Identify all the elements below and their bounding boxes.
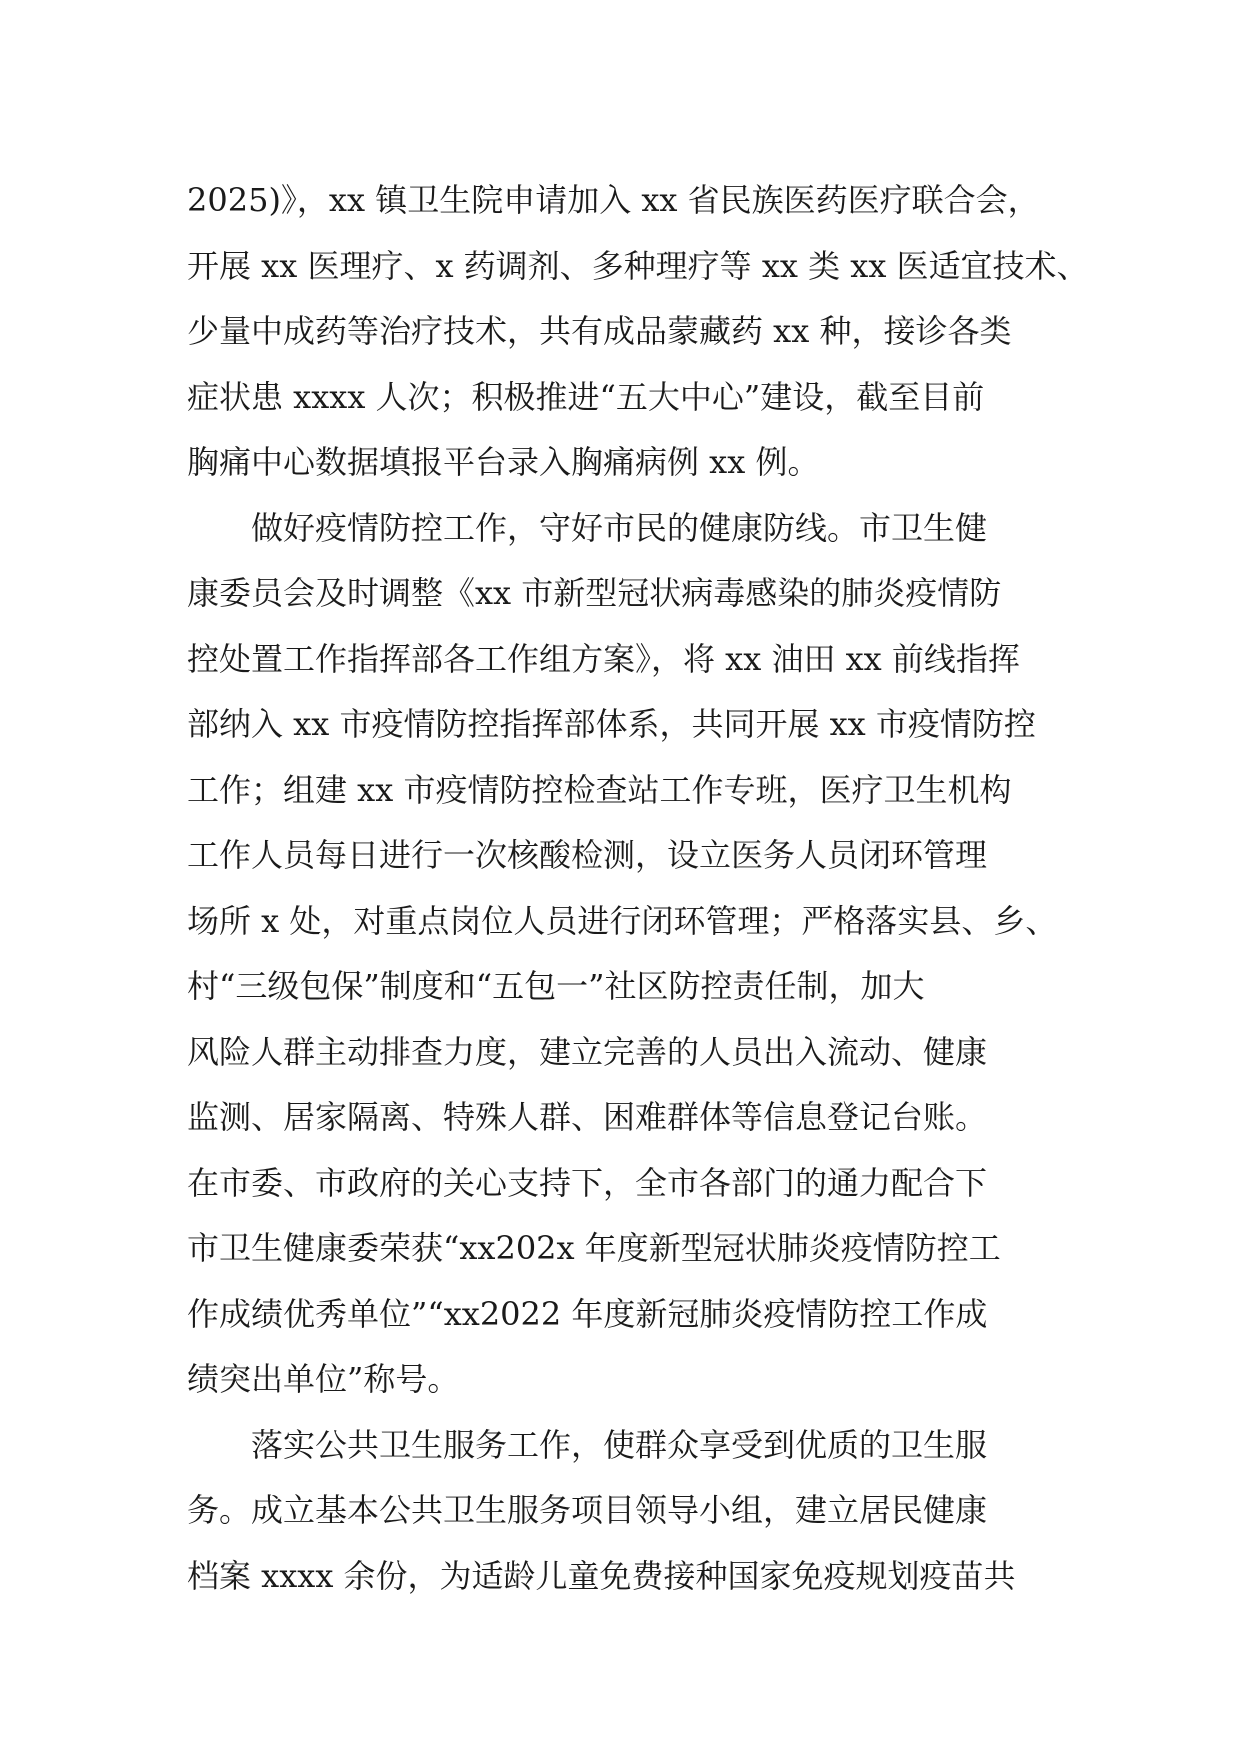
text-line: 村“三级包保”制度和“五包一”社区防控责任制，加大 [187, 967, 925, 1005]
text-line: 部纳入 xx 市疫情防控指挥部体系，共同开展 xx 市疫情防控 [187, 705, 1036, 743]
text-line: 市卫生健康委荣获“xx202x 年度新型冠状肺炎疫情防控工 [187, 1229, 1001, 1267]
text-line: 开展 xx 医理疗、x 药调剂、多种理疗等 xx 类 xx 医适宜技术、 [187, 246, 1089, 285]
text-line: 作成绩优秀单位”“xx2022 年度新冠肺炎疫情防控工作成 [187, 1294, 988, 1333]
text-line: 在市委、市政府的关心支持下，全市各部门的通力配合下 [187, 1163, 988, 1202]
text-line: 监测、居家隔离、特殊人群、困难群体等信息登记台账。 [187, 1098, 988, 1136]
text-line: 风险人群主动排查力度，建立完善的人员出入流动、健康 [187, 1032, 988, 1071]
document-body [187, 168, 1089, 1609]
paragraph-first-line: 落实公共卫生服务工作，使群众享受到优质的卫生服 [251, 1425, 988, 1464]
text-line: 场所 x 处，对重点岗位人员进行闭环管理；严格落实县、乡、 [187, 901, 1058, 940]
text-line: 工作人员每日进行一次核酸检测，设立医务人员闭环管理 [187, 836, 988, 874]
text-line: 工作；组建 xx 市疫情防控检查站工作专班，医疗卫生机构 [187, 770, 1012, 809]
text-line: 2025)》，xx 镇卫生院申请加入 xx 省民族医药医疗联合会， [187, 181, 1040, 219]
text-line: 务。成立基本公共卫生服务项目领导小组，建立居民健康 [187, 1491, 988, 1529]
text-line: 绩突出单位”称号。 [187, 1360, 460, 1398]
text-line: 症状患 xxxx 人次；积极推进“五大中心”建设，截至目前 [187, 377, 985, 416]
text-line: 档案 xxxx 余份，为适龄儿童免费接种国家免疫规划疫苗共 [187, 1556, 1016, 1595]
text-line: 康委员会及时调整《xx 市新型冠状病毒感染的肺炎疫情防 [187, 574, 1002, 612]
text-line: 胸痛中心数据填报平台录入胸痛病例 xx 例。 [187, 443, 820, 481]
text-line: 少量中成药等治疗技术，共有成品蒙藏药 xx 种，接诊各类 [187, 312, 1012, 350]
text-line: 控处置工作指挥部各工作组方案》，将 xx 油田 xx 前线指挥 [187, 639, 1020, 678]
paragraph-first-line: 做好疫情防控工作，守好市民的健康防线。市卫生健 [251, 508, 988, 547]
